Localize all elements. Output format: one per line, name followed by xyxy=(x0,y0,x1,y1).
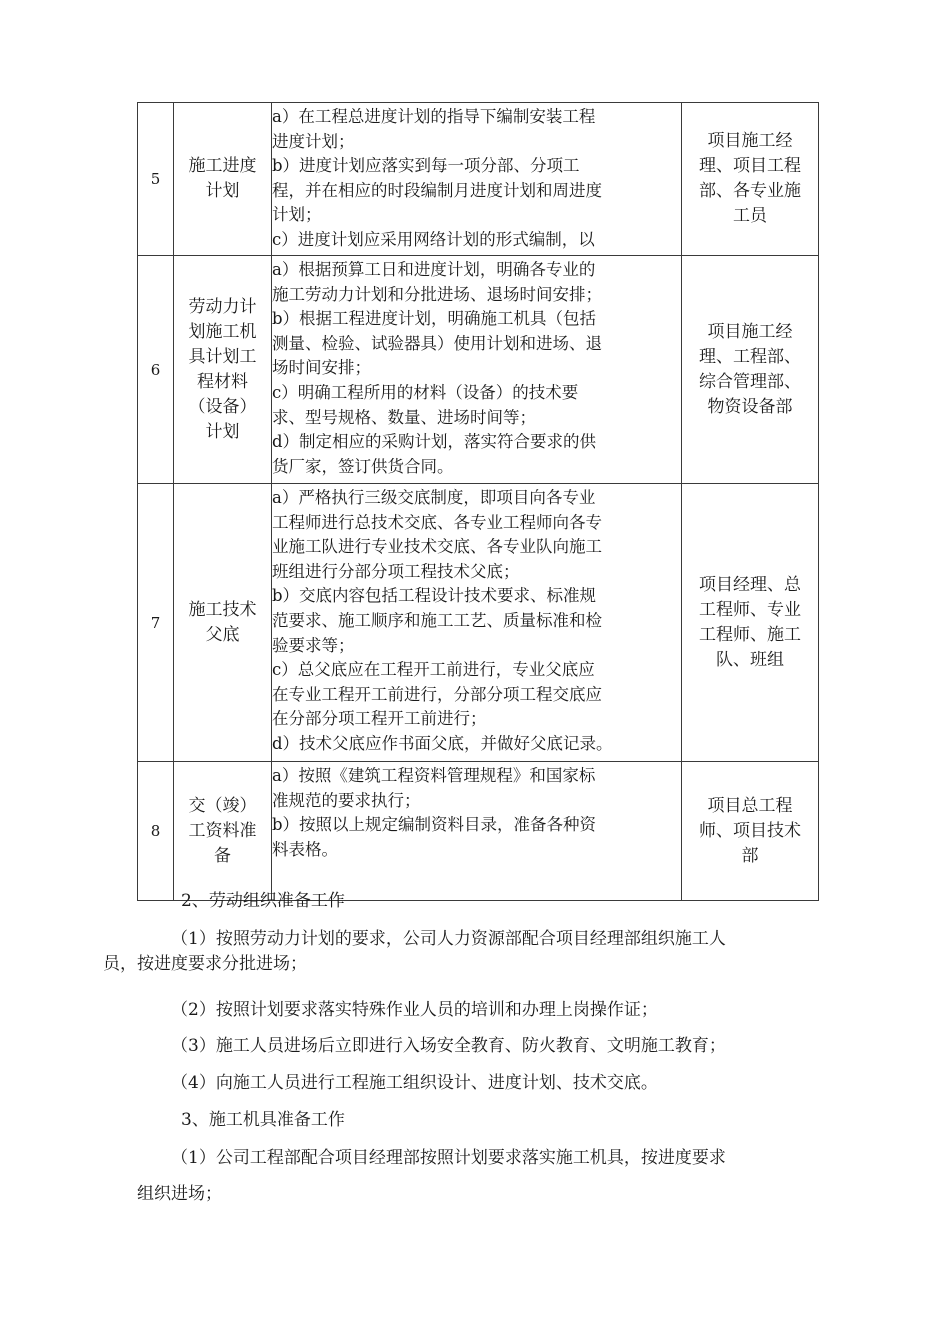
row-responsible: 项目总工程 师、项目技术 部 xyxy=(682,762,819,901)
section-heading-labor: 2、劳动组织准备工作 xyxy=(181,891,345,911)
row-item-name: 施工技术 父底 xyxy=(174,484,272,762)
row-number: 7 xyxy=(138,484,174,762)
preparation-table xyxy=(137,102,819,901)
row-number: 5 xyxy=(138,103,174,256)
paragraph: （3）施工人员进场后立即进行入场安全教育、防火教育、文明施工教育； xyxy=(171,1036,726,1056)
row-number: 8 xyxy=(138,762,174,901)
table-row xyxy=(138,103,819,256)
row-responsible: 项目施工经 理、工程部、 综合管理部、 物资设备部 xyxy=(682,256,819,484)
row-content: a）在工程总进度计划的指导下编制安装工程 进度计划； b）进度计划应落实到每一项分部、分项工 程，并在相应的时段编制月进度计划和周进度 计划； c）进度计划应采用网络计划的形式编制，以 xyxy=(272,103,682,256)
paragraph: （2）按照计划要求落实特殊作业人员的培训和办理上岗操作证； xyxy=(171,1000,658,1020)
table-row xyxy=(138,762,819,901)
row-item-name: 交（竣） 工资料准 备 xyxy=(174,762,272,901)
table-row xyxy=(138,256,819,484)
row-content: a）根据预算工日和进度计划，明确各专业的 施工劳动力计划和分批进场、退场时间安排； b）根据工程进度计划，明确施工机具（包括 测量、检验、试验器具）使用计划和进场、退 场时间安排； c）明确工程所用的材料（设备）的技术要 求、型号规格、数量、进场时间等； d）制定相应的采购计划，落实符合要求的供 货厂家，签订供货合同。 xyxy=(272,256,682,484)
row-item-name: 劳动力计 划施工机 具计划工 程材料 （设备） 计划 xyxy=(174,256,272,484)
row-item-name: 施工进度 计划 xyxy=(174,103,272,256)
row-responsible: 项目经理、总 工程师、专业 工程师、施工 队、班组 xyxy=(682,484,819,762)
paragraph: （4）向施工人员进行工程施工组织设计、进度计划、技术交底。 xyxy=(171,1073,658,1093)
row-responsible: 项目施工经 理、项目工程 部、各专业施 工员 xyxy=(682,103,819,256)
paragraph: （1）公司工程部配合项目经理部按照计划要求落实施工机具，按进度要求 组织进场； xyxy=(137,1148,726,1204)
paragraph: （1）按照劳动力计划的要求，公司人力资源部配合项目经理部组织施工人 员，按进度要求分批进场； xyxy=(103,929,726,974)
row-number: 6 xyxy=(138,256,174,484)
row-content: a）严格执行三级交底制度，即项目向各专业 工程师进行总技术交底、各专业工程师向各专 业施工队进行专业技术交底、各专业队向施工 班组进行分部分项工程技术父底； b）交底内容包括工程设计技术要求、标准规 范要求、施工顺序和施工工艺、质量标准和检 验要求等； c）总父底应在工程开工前进行，专业父底应 在专业工程开工前进行，分部分项工程交底应 在分部分项工程开工前进行； d）技术父底应作书面父底，并做好父底记录。 xyxy=(272,484,682,762)
table-row xyxy=(138,484,819,762)
row-content: a）按照《建筑工程资料管理规程》和国家标 准规范的要求执行； b）按照以上规定编制资料目录，准备各种资 料表格。 xyxy=(272,762,682,901)
section-heading-equipment: 3、施工机具准备工作 xyxy=(181,1110,345,1130)
